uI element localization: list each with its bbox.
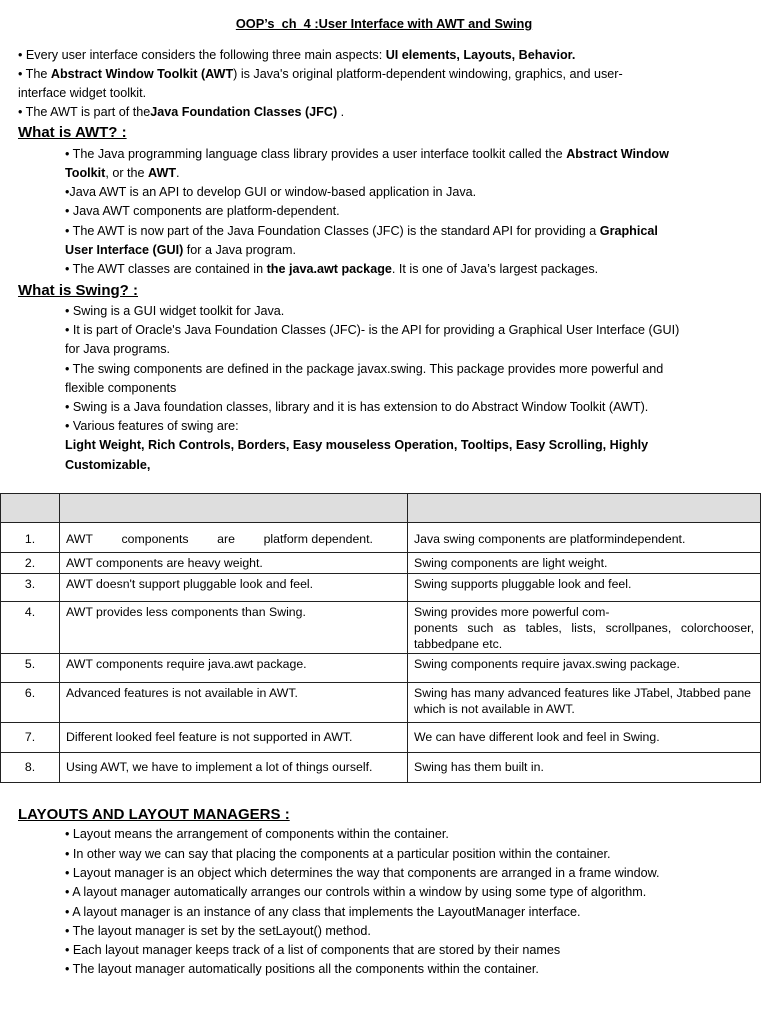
table-row (1, 574, 761, 602)
awt-cell: AWT components require java.awt package. (60, 654, 408, 683)
comparison-table (0, 493, 761, 783)
swing-bullet-3-cont: flexible components (65, 381, 177, 395)
table-row (1, 723, 761, 753)
swing-bullet-4: • Swing is a Java foundation classes, library and it is has extension to do Abstract Window Toolkit (AWT). (65, 400, 649, 414)
intro-line-2: • The Abstract Window Toolkit (AWT) is Java's original platform-dependent windowing, graphics, and user- (18, 67, 623, 81)
awt-cell: Different looked feel feature is not supported in AWT. (60, 723, 408, 753)
row-number: 1. (1, 523, 60, 553)
swing-features: Light Weight, Rich Controls, Borders, Easy mouseless Operation, Tooltips, Easy Scrolling, Highly (65, 438, 649, 452)
swing-bullet-2-cont: for Java programs. (65, 342, 170, 356)
awt-cell: AWT components are platform dependent. (60, 523, 408, 553)
swing-heading: What is Swing? : (18, 282, 138, 299)
swing-cell: Swing provides more powerful com- ponents such as tables, lists, scrollpanes, colorchooser, tabbedpane etc. (408, 602, 761, 654)
layouts-bullet-7: • Each layout manager keeps track of a list of components that are stored by their names (65, 943, 561, 957)
row-number: 5. (1, 654, 60, 683)
swing-bullet-1: • Swing is a GUI widget toolkit for Java. (65, 304, 285, 318)
layouts-bullet-1: • Layout means the arrangement of components within the container. (65, 827, 449, 841)
awt-cell: AWT components are heavy weight. (60, 553, 408, 574)
awt-cell: Using AWT, we have to implement a lot of things ourself. (60, 753, 408, 783)
awt-cell: AWT provides less components than Swing. (60, 602, 408, 654)
swing-cell: Swing supports pluggable look and feel. (408, 574, 761, 602)
table-row (1, 602, 761, 654)
table-row (1, 523, 761, 553)
layouts-bullet-5: • A layout manager is an instance of any class that implements the LayoutManager interface. (65, 905, 581, 919)
awt-bullet-1: • The Java programming language class library provides a user interface toolkit called the Abstract Window (65, 147, 669, 161)
swing-cell: Swing has them built in. (408, 753, 761, 783)
header-cell (408, 494, 761, 523)
awt-cell: Advanced features is not available in AWT. (60, 683, 408, 723)
layouts-bullet-6: • The layout manager is set by the setLayout() method. (65, 924, 371, 938)
row-number: 3. (1, 574, 60, 602)
layouts-bullet-4: • A layout manager automatically arranges our controls within a window by using some type of algorithm. (65, 885, 647, 899)
header-cell (1, 494, 60, 523)
awt-bullet-1-cont: Toolkit, or the AWT. (65, 166, 180, 180)
swing-cell: Swing components are light weight. (408, 553, 761, 574)
swing-bullet-2: • It is part of Oracle's Java Foundation Classes (JFC)- is the API for providing a Graphical User Interface (GUI) (65, 323, 680, 337)
table-row (1, 654, 761, 683)
intro-line-3: interface widget toolkit. (18, 86, 147, 100)
row-number: 2. (1, 553, 60, 574)
swing-cell: Java swing components are platformindependent. (408, 523, 761, 553)
page-title: OOP’s_ch_4 :User Interface with AWT and Swing (235, 16, 533, 31)
intro-line-4: • The AWT is part of theJava Foundation Classes (JFC) . (18, 105, 345, 119)
awt-bullet-3: • Java AWT components are platform-dependent. (65, 204, 340, 218)
table-header-row (1, 494, 761, 523)
swing-bullet-5: • Various features of swing are: (65, 419, 239, 433)
layouts-heading: LAYOUTS AND LAYOUT MANAGERS : (18, 806, 290, 823)
swing-cell: Swing has many advanced features like JTabel, Jtabbed pane which is not available in AWT. (408, 683, 761, 723)
row-number: 8. (1, 753, 60, 783)
layouts-bullet-3: • Layout manager is an object which determines the way that components are arranged in a frame window. (65, 866, 660, 880)
swing-cell: We can have different look and feel in Swing. (408, 723, 761, 753)
swing-features-cont: Customizable, (65, 458, 151, 472)
intro-line-1: • Every user interface considers the following three main aspects: UI elements, Layouts, Behavior. (18, 48, 576, 62)
layouts-bullet-2: • In other way we can say that placing the components at a particular position within the container. (65, 847, 611, 861)
awt-cell: AWT doesn't support pluggable look and feel. (60, 574, 408, 602)
awt-bullet-5: • The AWT classes are contained in the java.awt package. It is one of Java’s largest packages. (65, 262, 599, 276)
header-cell (60, 494, 408, 523)
awt-bullet-4-cont: User Interface (GUI) for a Java program. (65, 243, 296, 257)
awt-bullet-4: • The AWT is now part of the Java Foundation Classes (JFC) is the standard API for providing a Graphical (65, 224, 658, 238)
row-number: 4. (1, 602, 60, 654)
swing-bullet-3: • The swing components are defined in the package javax.swing. This package provides more powerful and (65, 362, 664, 376)
table-row (1, 683, 761, 723)
layouts-bullet-8: • The layout manager automatically positions all the components within the container. (65, 962, 539, 976)
row-number: 6. (1, 683, 60, 723)
row-number: 7. (1, 723, 60, 753)
awt-bullet-2: •Java AWT is an API to develop GUI or window-based application in Java. (65, 185, 477, 199)
table-row (1, 753, 761, 783)
swing-cell: Swing components require javax.swing package. (408, 654, 761, 683)
awt-heading: What is AWT? : (18, 124, 127, 141)
table-row (1, 553, 761, 574)
